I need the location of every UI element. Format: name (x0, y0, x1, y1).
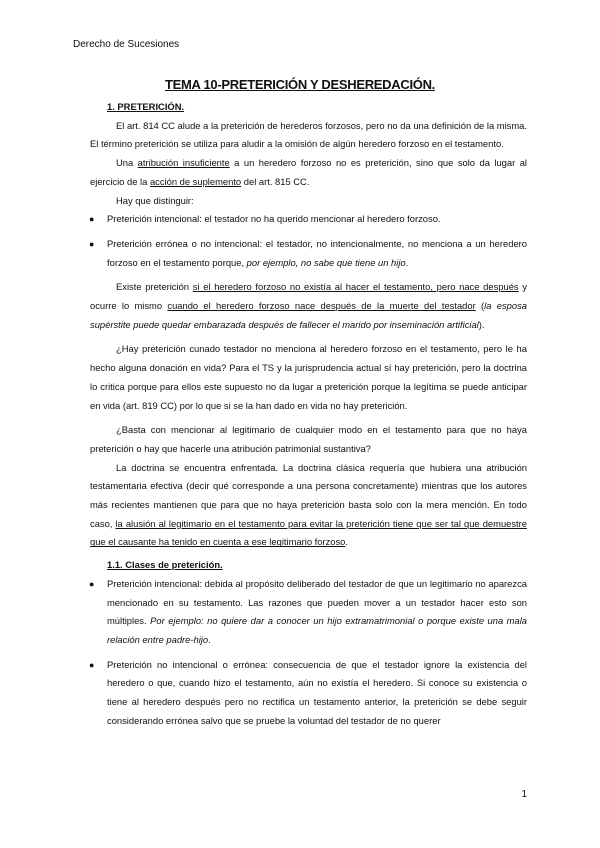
bullet-list-1 (90, 210, 527, 272)
paragraph-3: Hay que distinguir: (116, 194, 194, 206)
underlined-text: la alusión al legitimario en el testamento para evitar la preterición tiene que ser tal que demuestre que el causante ha tenido en cuenta a ese legitimario forzoso (90, 517, 527, 548)
list-item (90, 235, 527, 272)
paragraph-7 (90, 459, 527, 553)
text: Preterición no intencional o errónea: consecuencia de que el testador ignore la existencia del heredero o que, cuando hizo el testamento, aún no existía el heredero. Si conoce su existencia o tiene al heredero después pero no rectifica un testamento anterior, la preterición se debe seguir considerando errónea salvo que se pruebe la voluntad del testador de no querer (107, 658, 527, 726)
paragraph-5: ¿Hay preterición cunado testador no menciona al heredero forzoso en el testamento, pero le ha hecho alguna donación en vida? Para el TS y la jurisprudencia actual sí hay preterición, pero la doctrina lo critica porque para ellos este supuesto no da lugar a preterición porque la legítima se puede anticipar en vida (art. 819 CC) por lo que si se la han dado en vida no hay preterición. (90, 343, 527, 411)
text: ( (475, 300, 485, 312)
section-heading-1: 1. PRETERICIÓN. (107, 101, 185, 112)
list-item (90, 656, 527, 731)
bullet-icon: ● (89, 214, 95, 225)
list-item (90, 575, 527, 650)
bullet-icon: ● (89, 659, 95, 670)
bullet-icon: ● (89, 578, 95, 589)
text: Preterición errónea o no intencional: el testador, no intencionalmente, no menciona a un heredero forzoso en el testamento porque, (107, 237, 527, 268)
text: . (208, 633, 211, 645)
text: La doctrina se encuentra enfrentada. La doctrina clásica requería que hubiera una atribución testamentaria efectiva (decir qué corresponde a una persona concretamente) mientras que los autores más recientes mantienen que para que no haya preterición basta solo con la mera mención. En todo caso, (90, 461, 527, 529)
text: . (405, 256, 409, 268)
text: y ocurre lo mismo (90, 281, 528, 312)
document-body (90, 98, 527, 737)
text: ). (478, 318, 485, 330)
underlined-text: si el heredero forzoso no existía al hacer el testamento, pero nace después (192, 281, 519, 293)
italic-text: la esposa supérstite puede quedar embarazada después de fallecer el marido por inseminación artificial (90, 300, 527, 330)
text: Preterición intencional: el testador no ha querido mencionar al heredero forzoso. (107, 213, 441, 225)
underlined-text: atribución insuficiente (137, 157, 230, 169)
text: . (345, 536, 348, 548)
text: a un heredero forzoso no es preterición, sino que solo da lugar al ejercicio de la (90, 157, 527, 187)
paragraph-6: ¿Basta con mencionar al legitimario de cualquier modo en el testamento para que no haya preterición o hay que hacerle una atribución patrimonial sustantiva? (90, 424, 527, 454)
text: Existe preterición (116, 281, 193, 293)
paragraph-1: El art. 814 CC alude a la preterición de herederos forzosos, pero no da una definición de la misma. El término preterición se utiliza para aludir a la omisión de algún heredero forzoso en el testamento. (90, 119, 527, 150)
underlined-text: acción de suplemento (149, 175, 242, 187)
list-item (90, 210, 527, 229)
bullet-icon: ● (89, 238, 95, 249)
text: Una (116, 157, 138, 169)
paragraph-4 (90, 278, 527, 334)
text: Preterición intencional: debida al propósito deliberado del testador de que un legitimario no aparezca mencionado en su testamento. Las razones que pueden mover a un testador hacer esto son múltiples. (107, 577, 527, 627)
text: del art. 815 CC. (241, 175, 310, 187)
bullet-list-2 (90, 575, 527, 731)
paragraph-2 (90, 154, 527, 191)
italic-text: Por ejemplo: no quiere dar a conocer un hijo extramatrimonial o porque existe una mala relación entre padre-hijo (107, 615, 528, 645)
underlined-text: cuando el heredero forzoso nace después de la muerte del testador (167, 300, 476, 312)
section-heading-1-1: 1.1. Clases de preterición. (107, 559, 223, 571)
running-header: Derecho de Sucesiones (73, 39, 180, 50)
page-number: 1 (521, 789, 527, 800)
italic-text: por ejemplo, no sabe que tiene un hijo (246, 256, 406, 268)
page-title: TEMA 10-PRETERICIÓN Y DESHEREDACIÓN. (165, 77, 435, 92)
